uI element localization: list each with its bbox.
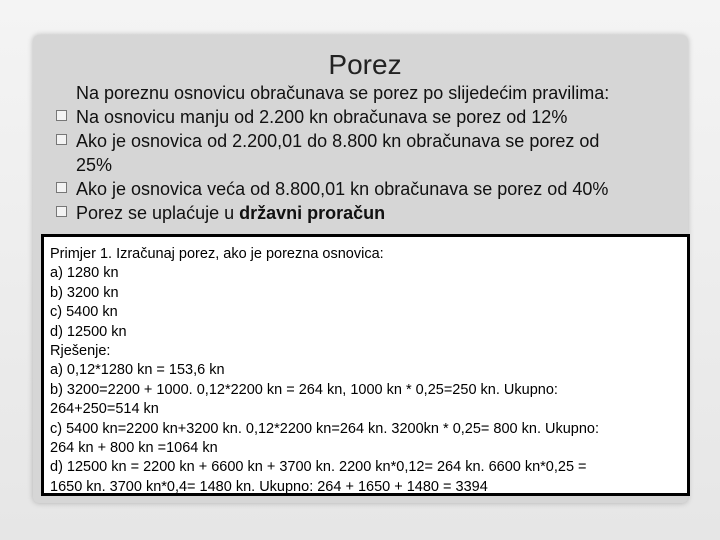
rule-text: Ako je osnovica od 2.200,01 do 8.800 kn obračunava se porez od: [76, 131, 600, 151]
checkbox-icon: [56, 134, 67, 145]
example-line: Rješenje:: [50, 343, 111, 360]
rule-text-bold: državni proračun: [239, 203, 386, 223]
example-line: 264 kn + 800 kn =1064 kn: [50, 440, 218, 457]
rule-text: Na osnovicu manju od 2.200 kn obračunava se porez od 12%: [76, 107, 568, 127]
example-line: 1650 kn. 3700 kn*0,4= 1480 kn. Ukupno: 264 + 1650 + 1480 = 3394: [50, 478, 488, 495]
example-line: b) 3200 kn: [50, 284, 119, 301]
example-line: Primjer 1. Izračunaj porez, ako je porezna osnovica:: [50, 246, 384, 262]
rules-intro: Na poreznu osnovicu obračunava se porez po slijedećim pravilima:: [76, 83, 610, 103]
slide-title: Porez: [328, 49, 402, 80]
checkbox-icon: [56, 110, 67, 121]
checkbox-icon: [56, 206, 67, 217]
example-line: d) 12500 kn = 2200 kn + 6600 kn + 3700 kn. 2200 kn*0,12= 264 kn. 6600 kn*0,25 =: [50, 459, 587, 476]
example-line: a) 1280 kn: [50, 265, 119, 282]
example-line: c) 5400 kn=2200 kn+3200 kn. 0,12*2200 kn=264 kn. 3200kn * 0,25= 800 kn. Ukupno:: [50, 420, 600, 437]
checkbox-icon: [56, 182, 67, 193]
example-line: c) 5400 kn: [50, 304, 118, 321]
rule-text-continuation: 25%: [76, 155, 113, 175]
rule-item: [56, 129, 686, 177]
example-box: [41, 234, 690, 496]
rules-list: [56, 81, 686, 225]
example-line: 264+250=514 kn: [50, 401, 159, 418]
example-line: b) 3200=2200 + 1000. 0,12*2200 kn = 264 kn, 1000 kn * 0,25=250 kn. Ukupno:: [50, 381, 558, 398]
rule-item: [56, 201, 686, 225]
rule-text: Porez se uplaćuje u: [76, 203, 240, 223]
example-line: a) 0,12*1280 kn = 153,6 kn: [50, 362, 225, 379]
rule-text: Ako je osnovica veća od 8.800,01 kn obračunava se porez od 40%: [76, 179, 609, 199]
example-line: d) 12500 kn: [50, 323, 127, 340]
rule-item: [56, 105, 686, 129]
rule-item: [56, 177, 686, 201]
